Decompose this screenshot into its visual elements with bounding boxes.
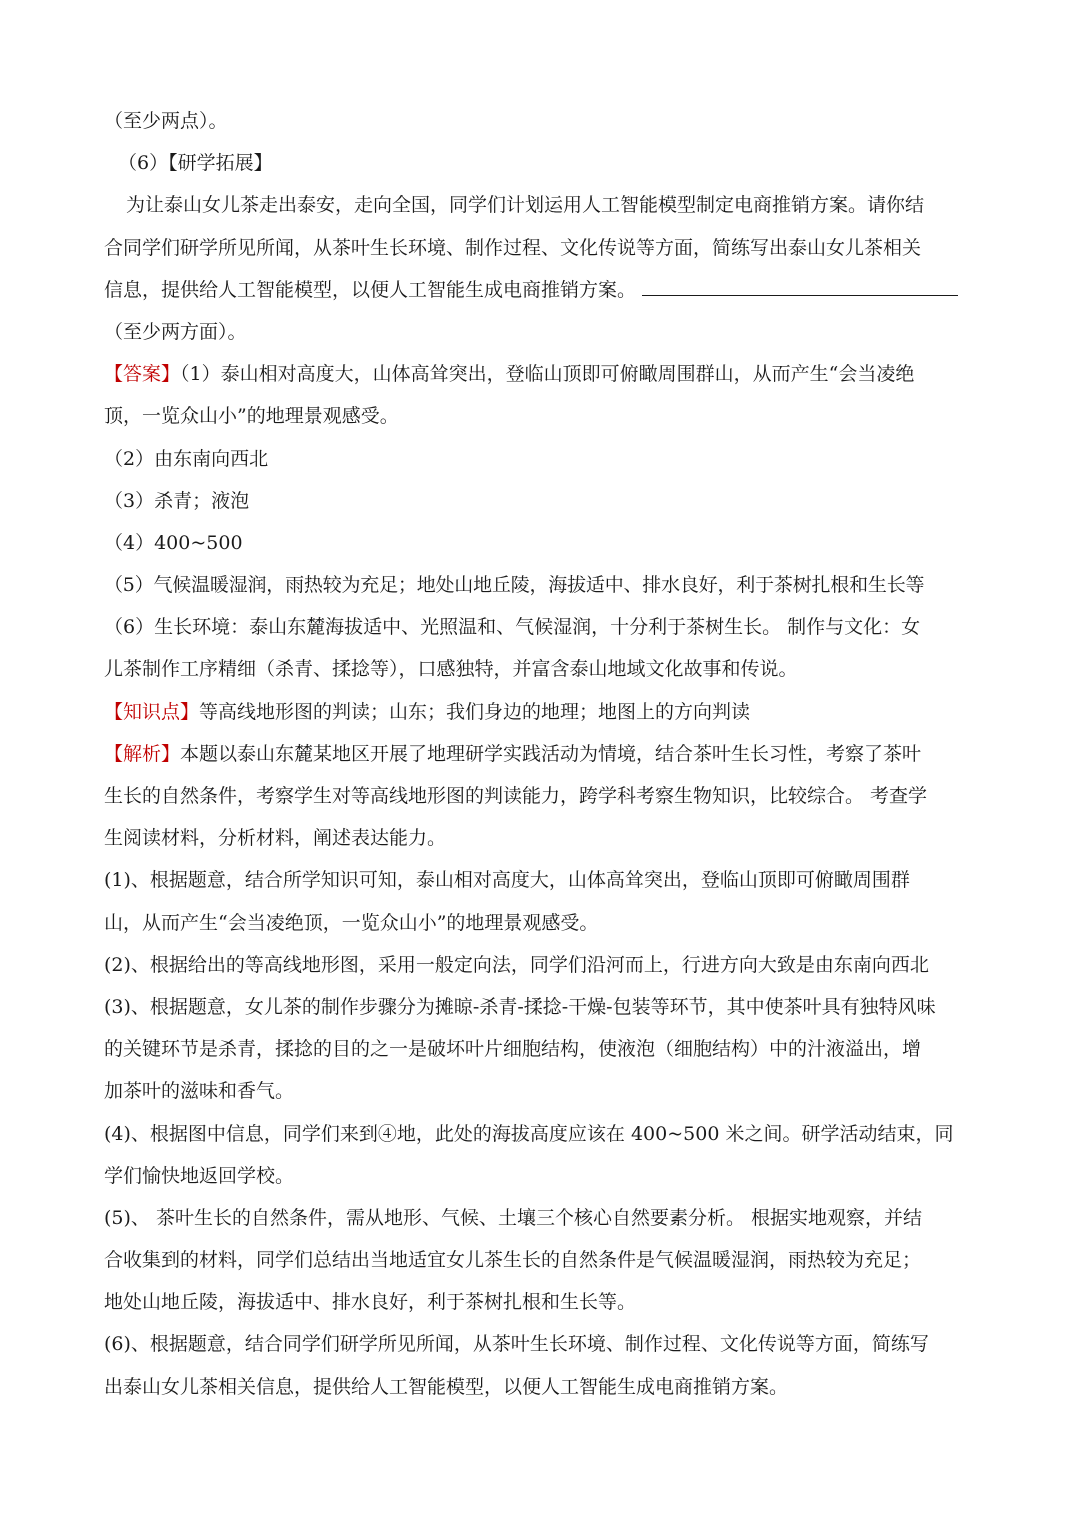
answer-label: 【答案】 <box>104 363 181 386</box>
question-6-line-3 <box>104 269 980 311</box>
analysis-line-1 <box>104 733 980 775</box>
analysis-p6-line-1: (6)、根据题意，结合同学们研学所见所闻，从茶叶生长环境、制作过程、文化传说等方面，简练写 <box>104 1333 929 1356</box>
question-6-label: （6）【研学拓展】 <box>118 152 273 175</box>
answer-4: （4）400~500 <box>104 531 243 554</box>
analysis-p5-line-2: 合收集到的材料，同学们总结出当地适宜女儿茶生长的自然条件是气候温暖湿润，雨热较为充足； <box>104 1249 922 1272</box>
analysis-p5-line-3: 地处山地丘陵，海拔适中、排水良好，利于茶树扎根和生长等。 <box>104 1291 637 1314</box>
answer-5: （5）气候温暖湿润，雨热较为充足；地处山地丘陵，海拔适中、排水良好，利于茶树扎根和生长等 <box>104 574 925 597</box>
analysis-p4-line-2: 学们愉快地返回学校。 <box>104 1164 295 1187</box>
question-6-line-4: （至少两方面）。 <box>104 320 247 343</box>
question-6-line-2: 合同学们研学所见所闻，从茶叶生长环境、制作过程、文化传说等方面，简练写出泰山女儿茶相关 <box>104 236 922 259</box>
analysis-p2-line-1: (2)、根据给出的等高线地形图，采用一般定向法，同学们沿河而上，行进方向大致是由东南向西北 <box>104 953 929 976</box>
question-prev-tail: （至少两点）。 <box>104 110 228 132</box>
answer-2: （2）由东南向西北 <box>104 447 269 470</box>
knowledge-line <box>104 691 980 733</box>
analysis-p6-line-2: 出泰山女儿茶相关信息，提供给人工智能模型，以便人工智能生成电商推销方案。 <box>104 1375 789 1398</box>
analysis-p4-line-1: (4)、根据图中信息，同学们来到④地，此处的海拔高度应该在 400~500 米之间。研学活动结束，同 <box>104 1122 954 1145</box>
analysis-label: 【解析】 <box>104 742 181 765</box>
analysis-p3-line-2: 的关键环节是杀青，揉捻的目的之一是破坏叶片细胞结构，使液泡（细胞结构）中的汁液溢出，增 <box>104 1038 922 1061</box>
question-6-line-1: 为让泰山女儿茶走出泰安，走向全国，同学们计划运用人工智能模型制定电商推销方案。请你结 <box>126 194 925 217</box>
answer-line-1 <box>104 353 980 395</box>
answer-3: （3）杀青；液泡 <box>104 489 250 512</box>
analysis-p1-line-2: 山，从而产生“会当凌绝顶，一览众山小”的地理景观感受。 <box>104 911 599 934</box>
answer-6-line-1: （6）生长环境：泰山东麓海拔适中、光照温和、气候湿润，十分利于茶树生长。 制作与文化：女 <box>104 616 921 639</box>
analysis-intro-line-3: 生阅读材料，分析材料，阐述表达能力。 <box>104 827 447 850</box>
document-page <box>104 100 980 1408</box>
analysis-intro-line-1: 本题以泰山东麓某地区开展了地理研学实践活动为情境，结合茶叶生长习性，考察了茶叶 <box>180 742 922 765</box>
analysis-intro-line-2: 生长的自然条件，考察学生对等高线地形图的判读能力，跨学科考察生物知识，比较综合。 考查学 <box>104 785 928 807</box>
analysis-p3-line-3: 加茶叶的滋味和香气。 <box>104 1080 295 1103</box>
question-6-line-3-text: 信息，提供给人工智能模型，以便人工智能生成电商推销方案。 <box>104 278 637 301</box>
answer-1-line-1: （1）泰山相对高度大，山体高耸突出，登临山顶即可俯瞰周围群山，从而产生“会当凌绝 <box>180 363 915 386</box>
analysis-p3-line-1: (3)、根据题意，女儿茶的制作步骤分为摊晾-杀青-揉捻-干燥-包装等环节，其中使茶叶具有独特风味 <box>104 995 936 1018</box>
answer-blank <box>642 273 958 296</box>
analysis-p1-line-1: (1)、根据题意，结合所学知识可知，泰山相对高度大，山体高耸突出，登临山顶即可俯瞰周围群 <box>104 869 910 892</box>
knowledge-text: 等高线地形图的判读；山东；我们身边的地理；地图上的方向判读 <box>199 700 751 723</box>
analysis-p5-line-1: (5)、 茶叶生长的自然条件，需从地形、气候、土壤三个核心自然要素分析。 根据实地观察，并结 <box>104 1206 922 1229</box>
answer-1-line-2: 顶，一览众山小”的地理景观感受。 <box>104 405 399 428</box>
knowledge-label: 【知识点】 <box>104 700 200 723</box>
answer-6-line-2: 儿茶制作工序精细（杀青、揉捻等），口感独特，并富含泰山地域文化故事和传说。 <box>104 658 798 681</box>
